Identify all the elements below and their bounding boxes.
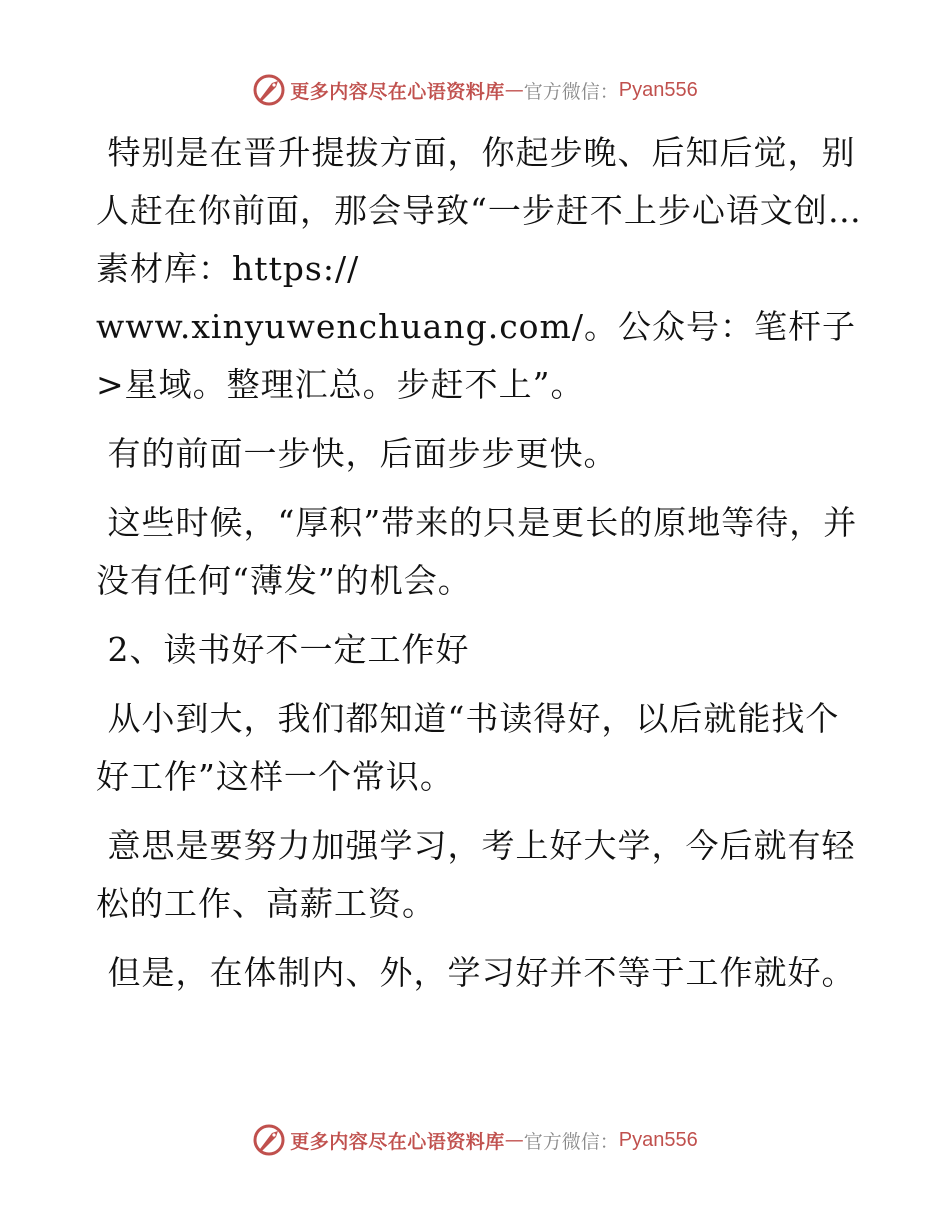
page-header	[0, 70, 950, 110]
section-heading: 2、读书好不一定工作好	[96, 630, 470, 669]
header-wechat-label: 官方微信：	[523, 80, 619, 103]
document-body	[96, 124, 866, 1013]
footer-wechat-id: Pyan556	[618, 1128, 698, 1151]
paragraph-step-faster: 有的前面一步快，后面步步更快。	[96, 434, 618, 473]
pen-nib-seal-icon	[252, 73, 286, 107]
footer-brand-dash: —	[504, 1129, 524, 1151]
header-brand-text: 更多内容尽在心语资料库	[290, 80, 505, 103]
header-wechat-id: Pyan556	[618, 78, 698, 101]
paragraph-common-sense: 从小到大，我们都知道“书读得好，以后就能找个好工作”这样一个常识。	[96, 699, 840, 796]
paragraph-promotion: 特别是在晋升提拔方面，你起步晚、后知后觉，别人赶在你前面，那会导致“一步赶不上步心语文创…素材库：https:// www.xinyuwenchuang.com/。公众号：笔杆子>星域。整理汇总。步赶不上”。	[96, 133, 862, 404]
paragraph-meaning: 意思是要努力加强学习，考上好大学，今后就有轻松的工作、高薪工资。	[96, 826, 856, 923]
footer-brand	[252, 1120, 698, 1160]
header-brand-dash: —	[504, 79, 524, 101]
paragraph-accumulate: 这些时候，“厚积”带来的只是更长的原地等待，并没有任何“薄发”的机会。	[96, 503, 858, 600]
header-brand	[252, 70, 698, 110]
pen-nib-seal-icon	[252, 1123, 286, 1157]
footer-brand-text: 更多内容尽在心语资料库	[290, 1130, 505, 1153]
footer-wechat-label: 官方微信：	[523, 1130, 619, 1153]
page-footer	[0, 1120, 950, 1160]
paragraph-however: 但是，在体制内、外，学习好并不等于工作就好。	[96, 953, 856, 992]
